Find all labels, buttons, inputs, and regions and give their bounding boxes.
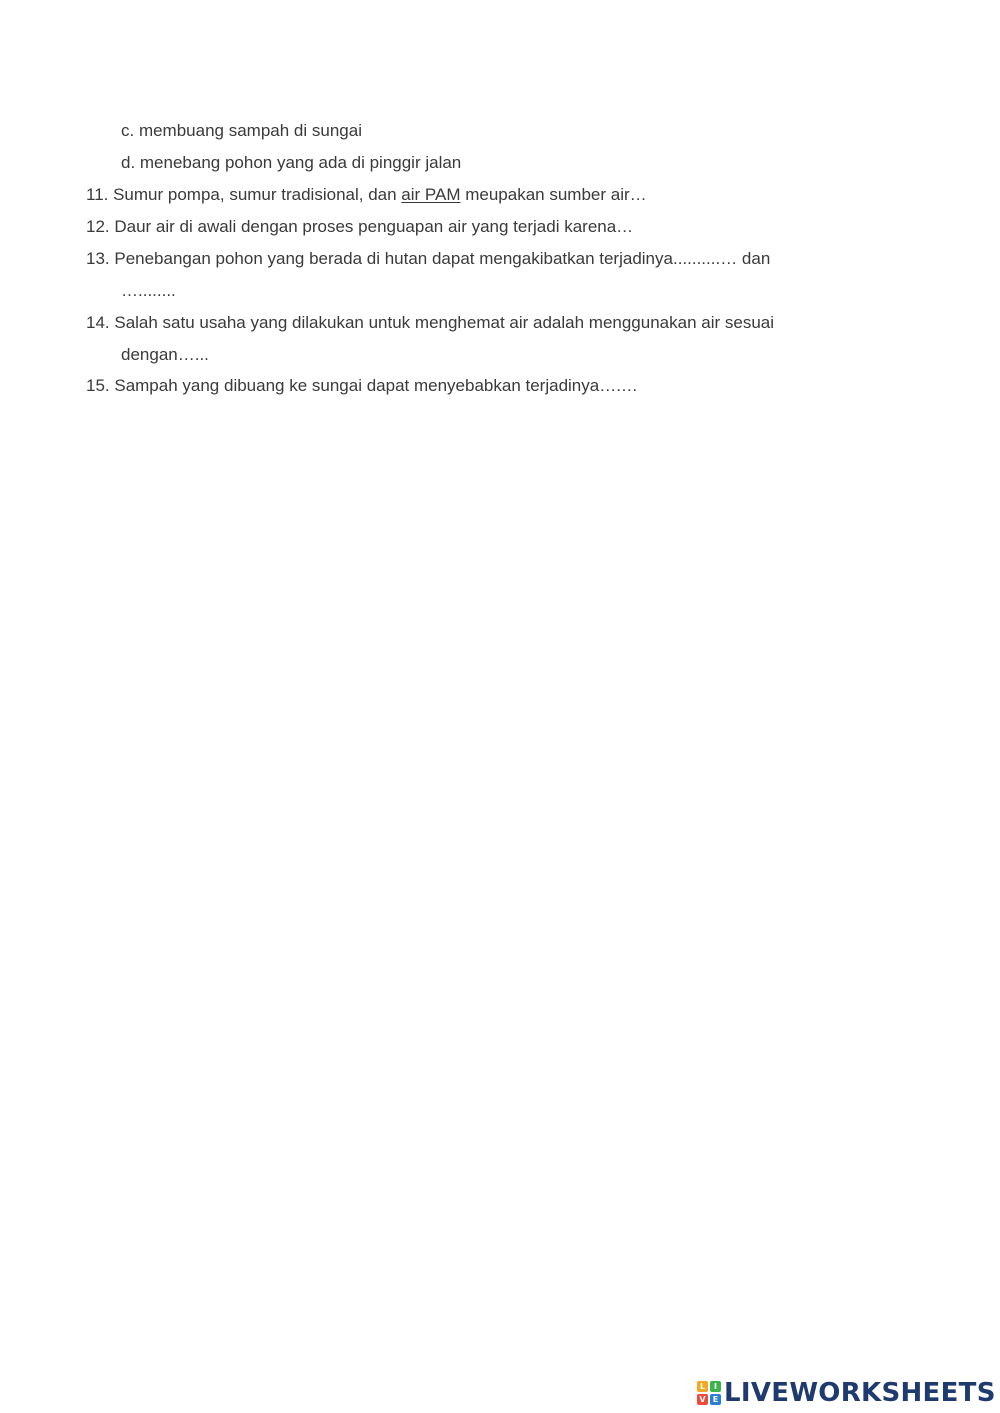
question-11-after: meupakan sumber air… (460, 185, 647, 204)
question-11-before: 11. Sumur pompa, sumur tradisional, dan (86, 185, 402, 204)
option-c: c. membuang sampah di sungai (121, 121, 362, 140)
logo-square-e: E (710, 1394, 721, 1405)
question-13-line-2: …........ (121, 281, 176, 300)
question-14-line-2: dengan…... (121, 345, 209, 364)
logo-square-v: V (697, 1394, 708, 1405)
question-12: 12. Daur air di awali dengan proses penguapan air yang terjadi karena… (86, 217, 634, 236)
question-11-underlined: air PAM (401, 185, 461, 204)
liveworksheets-logo (697, 1376, 996, 1410)
question-15: 15. Sampah yang dibuang ke sungai dapat menyebabkan terjadinya….… (86, 376, 638, 395)
logo-squares-icon (697, 1381, 721, 1405)
logo-square-l: L (697, 1381, 708, 1392)
question-11 (86, 185, 647, 205)
question-14-line-1: 14. Salah satu usaha yang dilakukan untuk menghemat air adalah menggunakan air sesuai (86, 313, 775, 332)
logo-text: LIVEWORKSHEETS (724, 1378, 996, 1408)
option-d: d. menebang pohon yang ada di pinggir jalan (121, 153, 462, 172)
logo-square-i: I (710, 1381, 721, 1392)
question-13-line-1: 13. Penebangan pohon yang berada di hutan dapat mengakibatkan terjadinya..........… dan (86, 249, 771, 268)
